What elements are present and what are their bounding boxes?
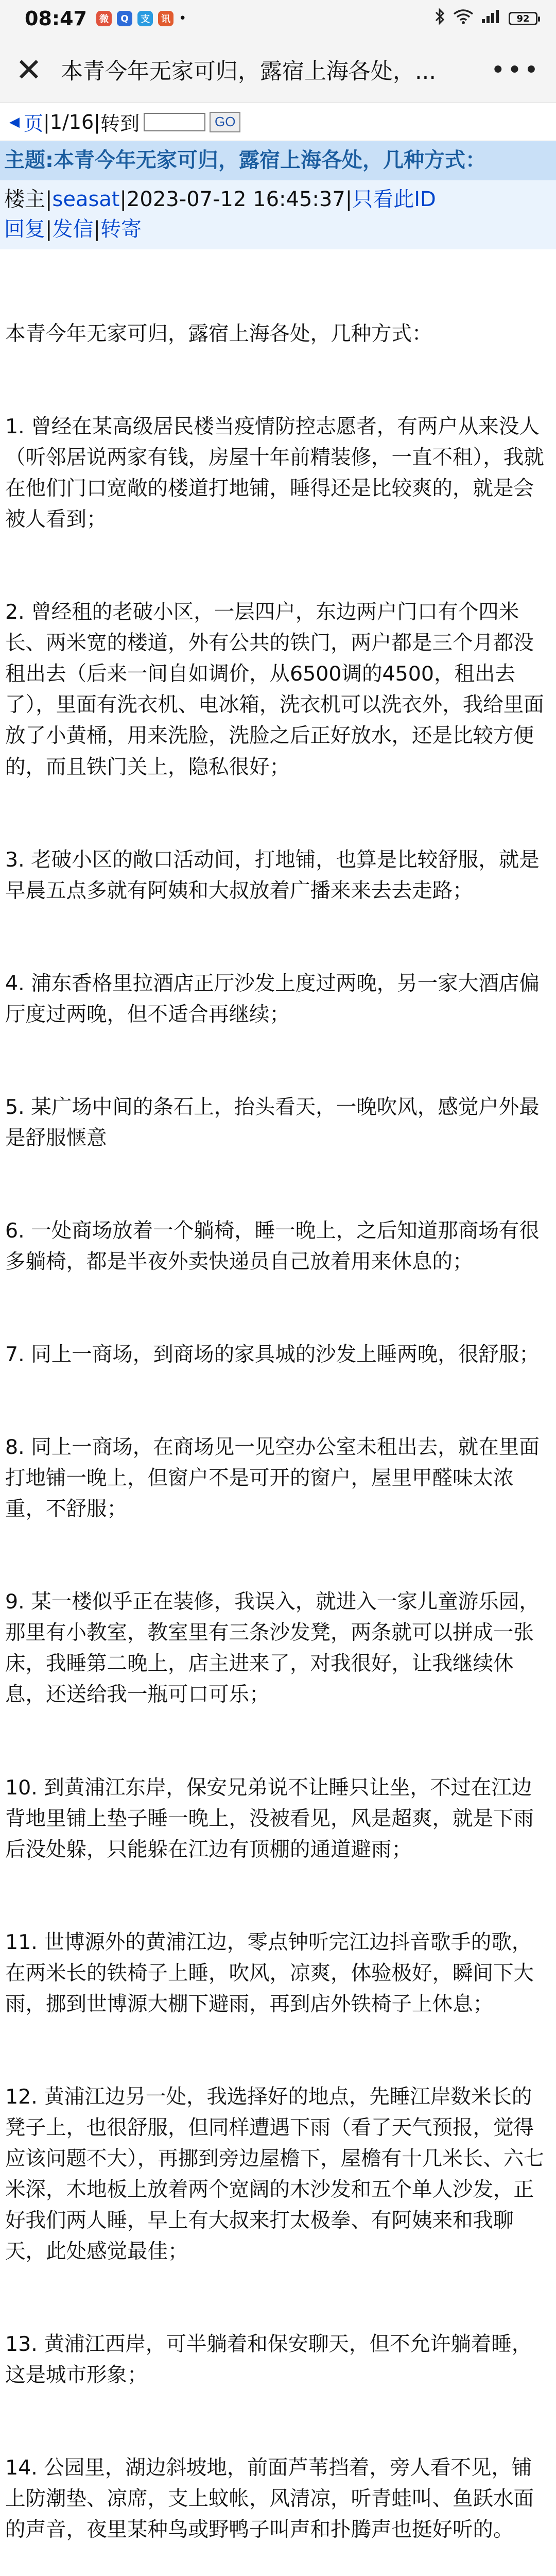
signal-icon xyxy=(481,9,501,28)
body-line: 6. 一处商场放着一个躺椅，睡一晚上，之后知道那商场有很多躺椅，都是半夜外卖快递员自己放着用来休息的； xyxy=(5,1218,540,1274)
body-line: 8. 同上一商场，在商场见一见空办公室未租出去，就在里面打地铺一晚上，但窗户不是可开的窗户，屋里甲醛味太浓重，不舒服； xyxy=(5,1435,540,1521)
page-title: 本青今年无家可归，露宿上海各处，... xyxy=(61,59,437,84)
separator: | xyxy=(93,217,100,241)
prev-page-link[interactable]: 页 xyxy=(24,112,44,135)
body-line: 5. 某广场中间的条石上，抬头看天，一晚吹风，感觉户外最是舒服惬意 xyxy=(5,1095,540,1150)
post-body xyxy=(0,249,556,2576)
go-button[interactable]: GO xyxy=(210,112,240,132)
body-line: 12. 黄浦江边另一处，我选择好的地点，先睡江岸数米长的凳子上，也很舒服，但同样遭遇下雨（看了天气预报，觉得应该问题不大），再挪到旁边屋檐下，屋檐有十几米长、六七米深，木地板上放着两个宽阔的木沙发和五个单人沙发，正好我们两人睡，早上有大叔来打太极拳、有阿姨来和我聊天，此处感觉最佳； xyxy=(5,2084,544,2263)
more-notifications-icon: • xyxy=(178,11,187,26)
body-line: 10. 到黄浦江东岸，保安兄弟说不让睡只让坐，不过在江边背地里铺上垫子睡一晚上，没被看见，风是超爽，就是下雨后没处躲，只能躲在江边有顶棚的通道避雨； xyxy=(5,1775,534,1861)
body-line: 13. 黄浦江西岸，可半躺着和保安聊天，但不允许躺着睡，这是城市形象； xyxy=(5,2332,532,2387)
forward-link[interactable]: 转寄 xyxy=(100,217,142,241)
body-line: 本青今年无家可归，露宿上海各处，几种方式： xyxy=(5,322,432,346)
reply-link[interactable]: 回复 xyxy=(4,217,45,241)
body-line: 4. 浦东香格里拉酒店正厅沙发上度过两晚，另一家大酒店偏厅度过两晚，但不适合再继续； xyxy=(5,971,540,1026)
post-datetime: |2023-07-12 16:45:37| xyxy=(119,188,353,211)
body-line: 11. 世博源外的黄浦江边，零点钟听完江边抖音歌手的歌，在两米长的铁椅子上睡，吹风，凉爽，体验极好，瞬间下大雨，挪到世博源大棚下避雨，再到店外铁椅子上休息； xyxy=(5,1930,534,2016)
battery-level: 92 xyxy=(516,13,530,24)
page-info: |1/16| xyxy=(43,110,100,133)
pager xyxy=(0,103,556,141)
goto-label: 转到 xyxy=(100,112,140,135)
more-options-icon[interactable]: ••• xyxy=(491,55,541,84)
bluetooth-icon xyxy=(435,8,446,29)
body-line: 1. 曾经在某高级居民楼当疫情防控志愿者，有两户从来没人（听邻居说两家有钱，房屋十年前精装修，一直不租），我就在他们门口宽敞的楼道打地铺，睡得还是比较爽的，就是会被人看到； xyxy=(5,415,544,532)
title-bar xyxy=(0,37,556,103)
wifi-icon xyxy=(453,9,474,28)
page-number-input[interactable] xyxy=(144,113,205,131)
news-icon: 讯 xyxy=(158,11,173,26)
separator: | xyxy=(45,217,53,241)
body-line: 9. 某一楼似乎正在装修，我误入，就进入一家儿童游乐园，那里有小教室，教室里有三条沙发凳，两条就可以拼成一张床，我睡第二晚上，店主进来了，对我很好，让我继续休息，还送给我一瓶可口可乐； xyxy=(5,1590,540,1707)
close-icon[interactable]: ✕ xyxy=(15,50,42,89)
body-line: 14. 公园里，湖边斜坡地，前面芦苇挡着，旁人看不见，铺上防潮垫、凉席，支上蚊帐，风清凉，听青蛙叫、鱼跃水面的声音，夜里某种鸟或野鸭子叫声和扑腾声也挺好听的。 xyxy=(5,2456,534,2542)
floor-label: 楼主 xyxy=(4,188,45,211)
body-line: 7. 同上一商场，到商场的家具城的沙发上睡两晚，很舒服； xyxy=(5,1343,540,1367)
send-message-link[interactable]: 发信 xyxy=(52,217,94,241)
prev-arrow-icon[interactable]: ◀ xyxy=(9,114,20,130)
body-line: 3. 老破小区的敞口活动间，打地铺，也算是比较舒服，就是早晨五点多就有阿姨和大叔放着广播来来去去走路； xyxy=(5,848,540,903)
only-this-id-link[interactable]: 只看此ID xyxy=(352,188,436,211)
separator: | xyxy=(45,188,53,211)
body-line: 2. 曾经租的老破小区，一层四户，东边两户门口有个四米长、两米宽的楼道，外有公共的铁门，两户都是三个月都没租出去（后来一间自如调价，从6500调的4500，租出去了），里面有洗衣机、电冰箱，洗衣机可以洗衣外，我给里面放了小黄桶，用来洗脸，洗脸之后正好放水，还是比较方便的，而且铁门关上，隐私很好； xyxy=(5,600,544,779)
app-icon: 支 xyxy=(137,11,153,26)
thread-subject: 主题:本青今年无家可归，露宿上海各处，几种方式： xyxy=(0,141,556,180)
status-time: 08:47 xyxy=(25,7,87,30)
author-link[interactable]: seasat xyxy=(52,188,120,211)
notification-icons xyxy=(96,11,186,26)
battery-icon xyxy=(509,12,537,25)
qq-icon: Q xyxy=(117,11,132,26)
weibo-icon: 微 xyxy=(96,11,112,26)
status-bar xyxy=(0,0,556,37)
post-header xyxy=(0,180,556,249)
